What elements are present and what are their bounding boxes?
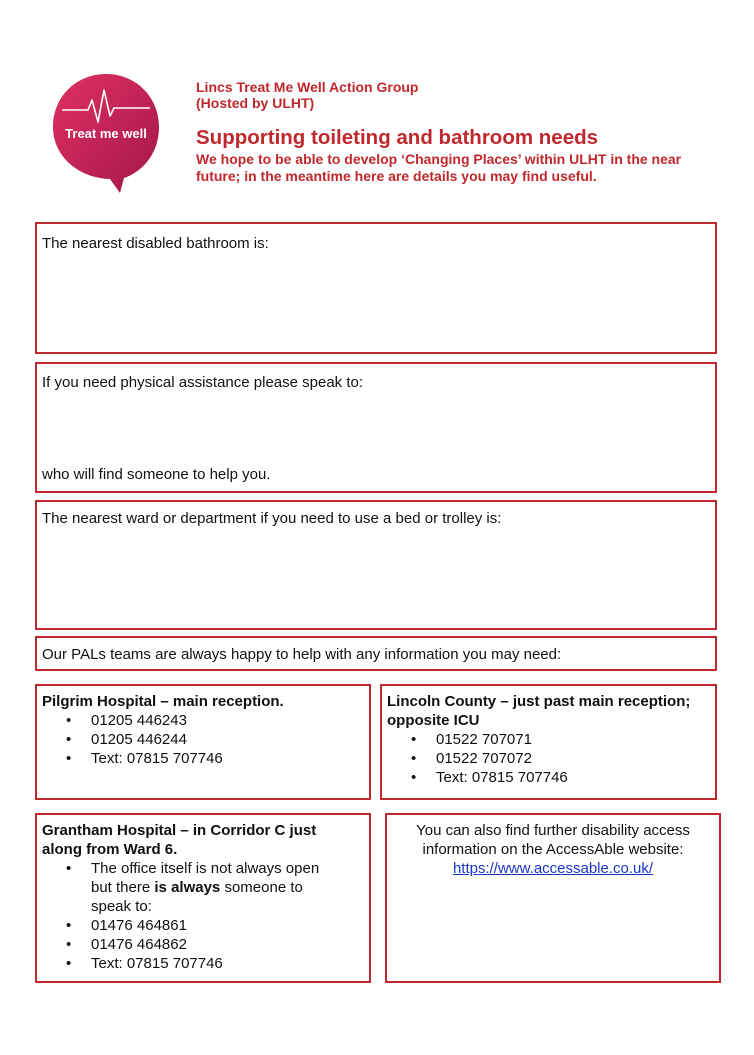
pilgrim-title: Pilgrim Hospital – main reception. [42,693,284,710]
list-item: • 01476 464862 [42,935,360,954]
page-title: Supporting toileting and bathroom needs [196,126,599,149]
org-line-2: (Hosted by ULHT) [196,95,315,111]
grantham-box [35,813,371,983]
accessable-line-2: information on the AccessAble website: [422,841,684,858]
list-item: • 01476 464861 [42,916,360,935]
lincoln-title: Lincoln County – just past main reception; opposite ICU [387,693,691,729]
treat-me-well-logo [52,72,160,194]
org-line-1: Lincs Treat Me Well Action Group [196,79,419,95]
note-emphasis: is always [154,879,221,896]
list-item: • Text: 07815 707746 [387,768,707,787]
pals-label: Our PALs teams are always happy to help with any information you may need: [42,646,562,663]
page-subtitle: We hope to be able to develop ‘Changing Places’ within ULHT in the near future; in the meantime here are details you may find useful. [196,151,682,184]
note-text: someone to speak to: [91,879,303,915]
grantham-note [42,859,360,916]
list-item: • 01522 707072 [387,749,707,768]
accessable-box [385,813,721,983]
logo-text: Treat me well [65,126,147,141]
list-item: • 01522 707071 [387,730,707,749]
accessable-line-1: You can also find further disability access [416,822,690,839]
list-item: • 01205 446244 [42,730,362,749]
pilgrim-contact-list [42,711,362,768]
lincoln-box [380,684,717,800]
bathroom-label: The nearest disabled bathroom is: [42,235,269,252]
note-text: The office itself is not always open but there [91,860,320,896]
bathroom-box [35,222,717,354]
accessable-link[interactable]: https://www.accessable.co.uk/ [452,860,654,877]
lincoln-contact-list [387,730,707,787]
ward-box [35,500,717,630]
list-item: • 01205 446243 [42,711,362,730]
pals-box [35,636,717,671]
assistance-label: If you need physical assistance please speak to: [42,374,364,391]
pilgrim-box [35,684,371,800]
list-item: • Text: 07815 707746 [42,954,360,973]
org-name [196,79,418,111]
assistance-box [35,362,717,493]
grantham-title: Grantham Hospital – in Corridor C just along from Ward 6. [42,822,317,858]
ward-label: The nearest ward or department if you need to use a bed or trolley is: [42,510,502,527]
grantham-contact-list [42,859,360,973]
list-item: • Text: 07815 707746 [42,749,362,768]
assistance-footer: who will find someone to help you. [42,466,271,483]
